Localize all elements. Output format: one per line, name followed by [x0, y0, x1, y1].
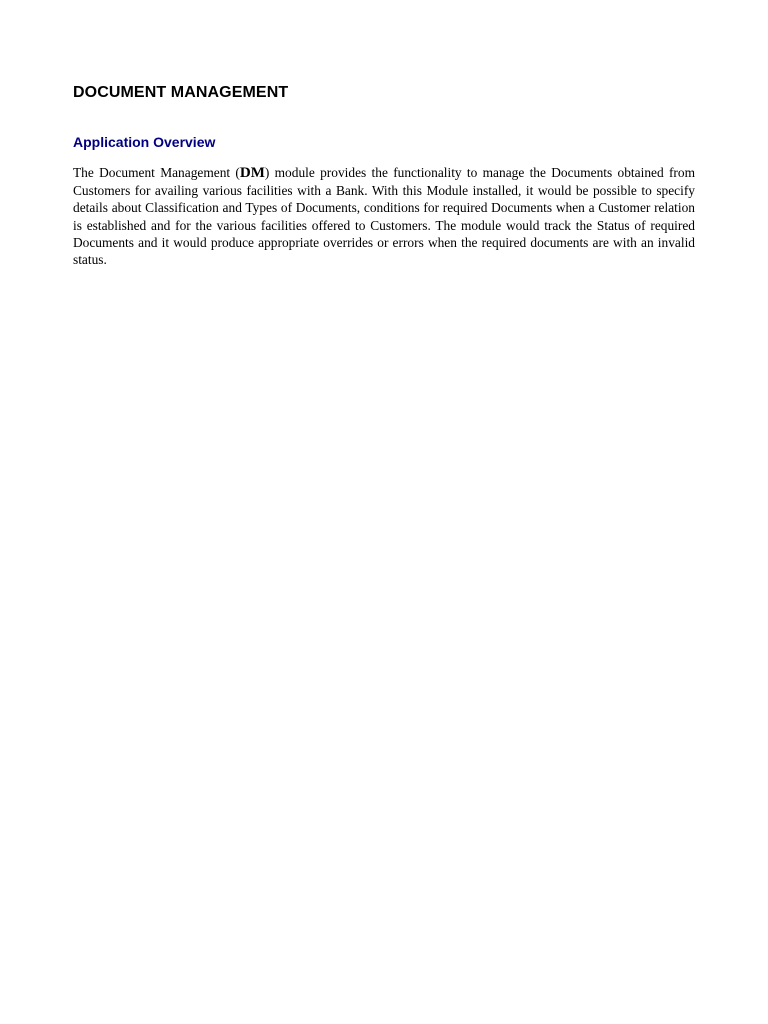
section-heading-application-overview: Application Overview	[73, 134, 216, 150]
overview-paragraph	[73, 164, 695, 268]
paragraph-text-before: The Document Management (	[73, 165, 240, 180]
module-abbreviation: DM	[239, 165, 265, 181]
paragraph-text-after: ) module provides the functionality to manage the Documents obtained from Customers for availing various facilities with a Bank. With this Module installed, it would be possible to specify details about Classification and Types of Documents, conditions for required Documents when a Customer relation is established and for the various facilities offered to Customers. The module would track the Status of required Documents and it would produce appropriate overrides or errors when the required documents are with an invalid status.	[73, 165, 695, 268]
document-title: DOCUMENT MANAGEMENT	[73, 84, 289, 101]
